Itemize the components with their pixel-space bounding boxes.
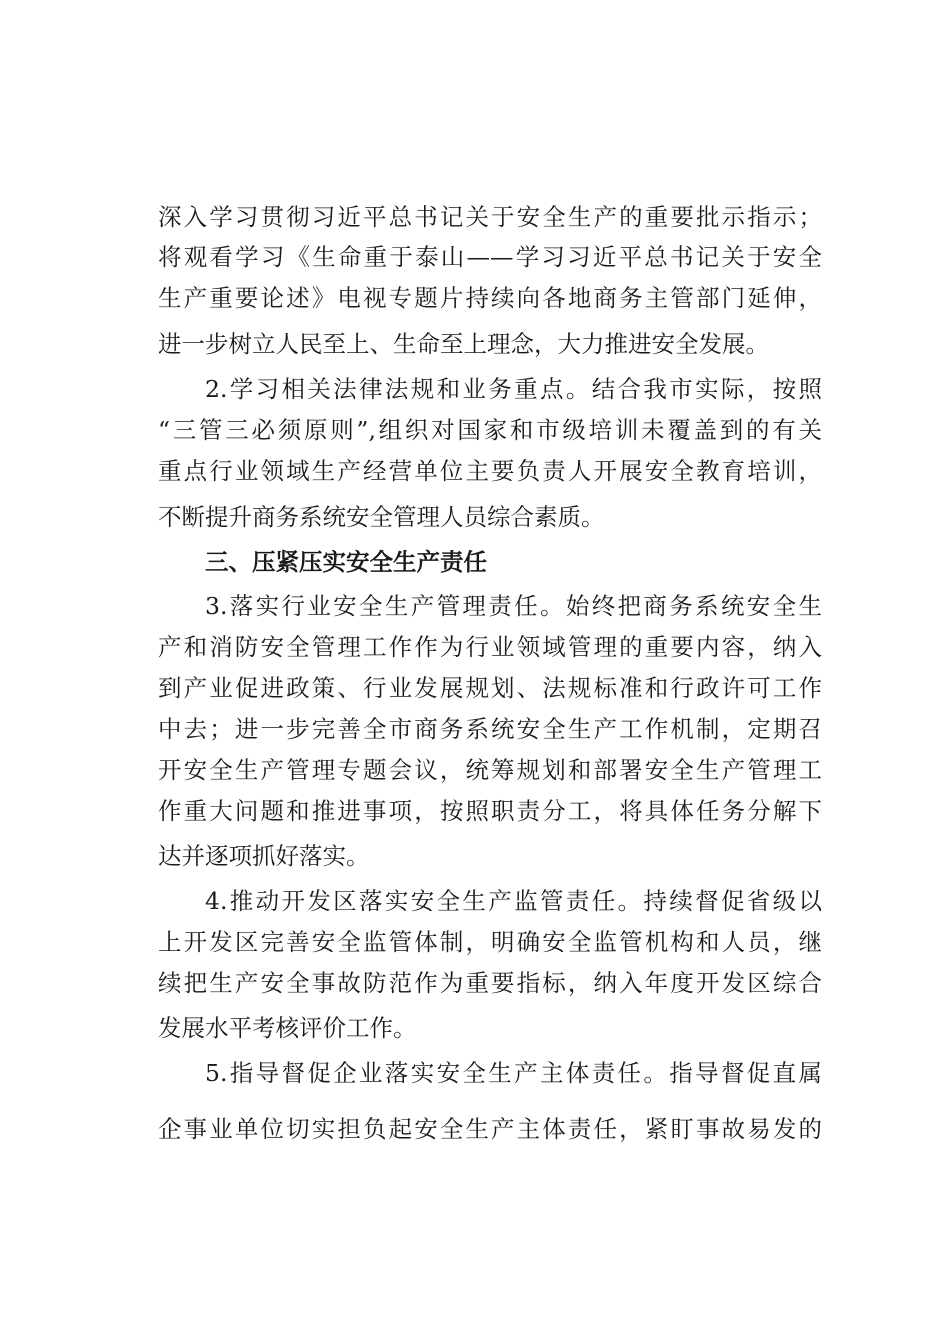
body-line: 中去；进一步完善全市商务系统安全生产工作机制，定期召 bbox=[158, 715, 822, 743]
body-line: 发展水平考核评价工作。 bbox=[158, 1014, 417, 1042]
body-line: 不断提升商务系统安全管理人员综合素质。 bbox=[158, 503, 605, 531]
body-line: 到产业促进政策、行业发展规划、法规标准和行政许可工作 bbox=[158, 674, 822, 702]
body-line: 作重大问题和推进事项，按照职责分工，将具体任务分解下 bbox=[158, 797, 822, 825]
body-line: 深入学习贯彻习近平总书记关于安全生产的重要批示指示； bbox=[158, 203, 822, 231]
body-line: 将观看学习《生命重于泰山——学习习近平总书记关于安全 bbox=[158, 243, 822, 271]
paragraph-5-first-line: 5.指导督促企业落实安全生产主体责任。指导督促直属 bbox=[205, 1059, 822, 1087]
paragraph-3-first-line: 3.落实行业安全生产管理责任。始终把商务系统安全生 bbox=[205, 592, 822, 620]
body-line: 达并逐项抓好落实。 bbox=[158, 842, 370, 870]
body-line: 企事业单位切实担负起安全生产主体责任，紧盯事故易发的 bbox=[158, 1115, 822, 1143]
paragraph-4-first-line: 4.推动开发区落实安全生产监管责任。持续督促省级以 bbox=[205, 887, 822, 915]
section-heading: 三、压紧压实安全生产责任 bbox=[205, 548, 487, 576]
body-line: 进一步树立人民至上、生命至上理念，大力推进安全发展。 bbox=[158, 330, 769, 358]
body-line: “三管三必须原则”,组织对国家和市级培训未覆盖到的有关 bbox=[158, 416, 822, 444]
body-line: 生产重要论述》电视专题片持续向各地商务主管部门延伸， bbox=[158, 284, 822, 312]
paragraph-2-first-line: 2.学习相关法律法规和业务重点。结合我市实际，按照 bbox=[205, 375, 822, 403]
body-line: 续把生产安全事故防范作为重要指标，纳入年度开发区综合 bbox=[158, 969, 822, 997]
body-line: 开安全生产管理专题会议，统筹规划和部署安全生产管理工 bbox=[158, 756, 822, 784]
body-line: 重点行业领域生产经营单位主要负责人开展安全教育培训， bbox=[158, 457, 822, 485]
body-line: 上开发区完善安全监管体制，明确安全监管机构和人员，继 bbox=[158, 928, 822, 956]
body-line: 产和消防安全管理工作作为行业领域管理的重要内容，纳入 bbox=[158, 633, 822, 661]
